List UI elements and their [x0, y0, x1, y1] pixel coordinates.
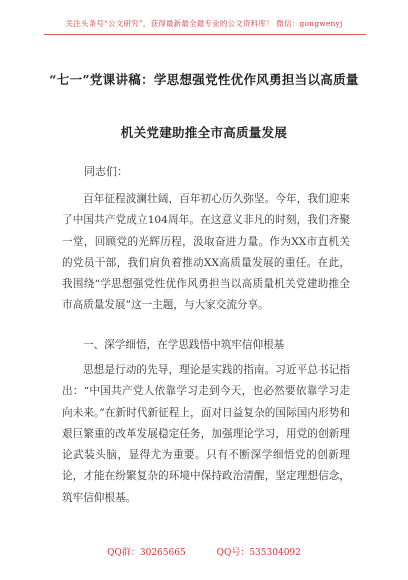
footer-qq-group: QQ群：30265665 — [107, 548, 186, 558]
document-title-line-2: 机关党建助推全市高质量发展 — [120, 125, 288, 140]
paragraph-opening: 百年征程波澜壮阔，百年初心历久弥坚。今年，我们迎来了中国共产党成立104周年。在这意义非凡的时刻，我们齐聚一堂，回顾党的光辉历程，汲取奋进力量。作为XX市直机关的党员干部，我们肩负着推动XX高质量发展的重任。在此，我围绕“学思想强党性优作风勇担当以高质量机关党建助推全市高质量发展”这一主题，与大家交流分享。 — [62, 193, 350, 312]
footer-contact — [0, 545, 408, 558]
header-divider — [44, 34, 366, 35]
promo-banner: 关注头条号“公文研究”，获得最新最全最专业的公文资料库！ 微信：gongwenyj — [65, 19, 343, 28]
salutation: 同志们： — [84, 165, 128, 178]
document-title-line-1: “七一”党课讲稿：学思想强党性优作风勇担当以高质量 — [49, 72, 359, 87]
footer-qq-number: QQ号：535304092 — [216, 548, 301, 558]
paragraph-section-1: 思想是行动的先导，理论是实践的指南。习近平总书记指出：“中国共产党人依靠学习走到今天，也必然要依靠学习走向未来。”在新时代新征程上，面对日益复杂的国际国内形势和艰巨繁重的改革发展稳定任务，加强理论学习，用党的创新理论武装头脑，显得尤为重要。只有不断深学细悟党的创新理论，才能在纷繁复杂的环境中保持政治清醒，坚定理想信念，筑牢信仰根基。 — [62, 364, 350, 504]
section-heading-1: 一、深学细悟，在学思践悟中筑牢信仰根基 — [83, 339, 285, 351]
